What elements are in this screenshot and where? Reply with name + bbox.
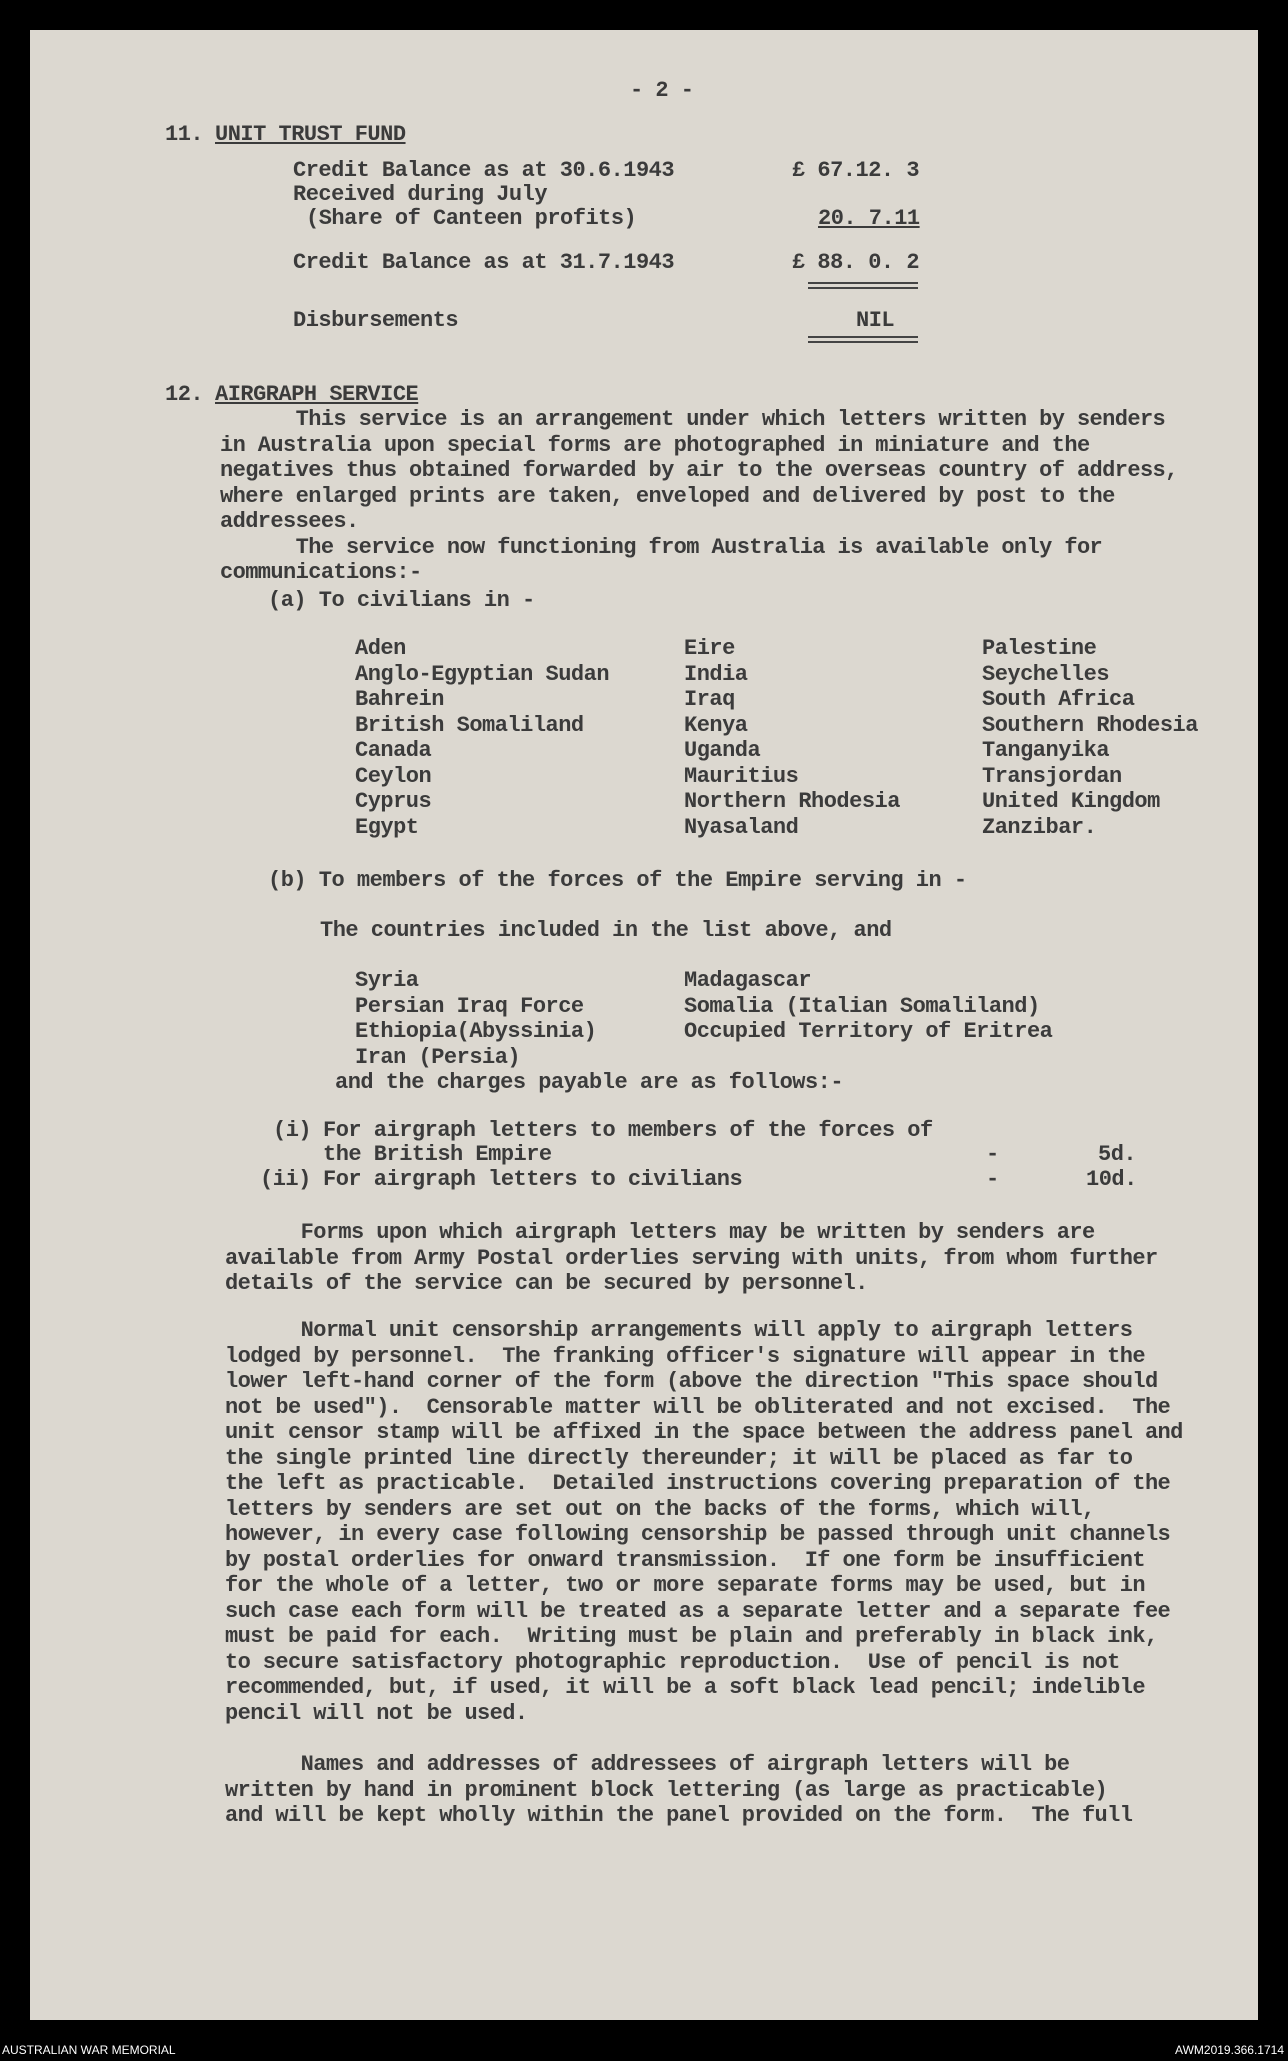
fund-line-label: (Share of Canteen profits) bbox=[306, 206, 637, 231]
charge-dash: - bbox=[986, 1142, 999, 1167]
country: South Africa bbox=[982, 687, 1135, 712]
fund-line-label: Credit Balance as at 30.6.1943 bbox=[293, 158, 675, 183]
country: British Somaliland bbox=[355, 712, 584, 738]
censorship-paragraph: Normal unit censorship arrangements will apply to airgraph letters lodged by personnel. The franking officer's signature will appear in the lower left-hand corner of the form (above the direction "This space should not be used"). Censorable matter will be obliterated and not excised. The unit censor stamp will be affixed in the space between the address panel and the single printed line directly thereunder; it will be placed as far to the left as practicable. Detailed instructions covering preparation of the letters by senders are set out on the backs of the forms, which will, however, in every case following censorship be passed through unit channels by postal orderlies for onward transmission. If one form be insufficient for the whole of a letter, two or more separate forms may be used, but in such case each form will be treated as a separate letter and a separate fee must be paid for each. Writing must be plain and preferably in black ink, to secure satisfactory photographic reproduction. Use of pencil is not recommended, but, if used, it will be a soft black lead pencil; indelible pencil will not be used. bbox=[225, 1318, 1183, 1726]
fund-line-amount: 20. 7.11 bbox=[818, 206, 920, 231]
country: Ceylon bbox=[355, 763, 432, 789]
country: Syria bbox=[355, 968, 419, 993]
forces-sub-label: The countries included in the list above, and bbox=[320, 918, 892, 943]
country: Eire bbox=[684, 636, 735, 661]
country: Zanzibar. bbox=[982, 814, 1097, 840]
country: Northern Rhodesia bbox=[684, 789, 900, 814]
section-11-number: 11. bbox=[165, 122, 204, 147]
charge-dash: - bbox=[986, 1167, 999, 1192]
fund-line-amount: £ 67.12. 3 bbox=[792, 158, 920, 183]
country: Egypt bbox=[355, 814, 419, 840]
footer-left: AUSTRALIAN WAR MEMORIAL bbox=[2, 2043, 176, 2057]
civilians-column-2 bbox=[684, 636, 900, 840]
country: Canada bbox=[355, 738, 432, 763]
country: Transjordan bbox=[982, 763, 1122, 789]
charge-text: the British Empire bbox=[323, 1142, 552, 1167]
section-12-number: 12. bbox=[165, 382, 204, 407]
country: Seychelles bbox=[982, 661, 1110, 687]
country: Kenya bbox=[684, 712, 748, 738]
country: Tanganyika bbox=[982, 738, 1110, 763]
section-12-heading: AIRGRAPH SERVICE bbox=[215, 382, 419, 407]
fund-line-amount: NIL bbox=[856, 308, 895, 333]
country: Nyasaland bbox=[684, 814, 799, 840]
fund-line-label: Received during July bbox=[293, 182, 548, 207]
country: Ethiopia(Abyssinia) bbox=[355, 1019, 597, 1044]
fund-line-label: Disbursements bbox=[293, 308, 459, 333]
page-number: - 2 - bbox=[630, 78, 694, 103]
charge-number: (i) bbox=[273, 1118, 312, 1143]
charge-price: 10d. bbox=[1086, 1167, 1137, 1192]
country: Madagascar bbox=[684, 968, 812, 993]
names-paragraph: Names and addresses of addressees of airgraph letters will be written by hand in prominent block lettering (as large as practicable) and will be kept wholly within the panel provided on the form. The full bbox=[225, 1752, 1133, 1828]
forces-label: (b) To members of the forces of the Empire serving in - bbox=[268, 868, 967, 893]
country: Cyprus bbox=[355, 789, 432, 814]
forces-column-1 bbox=[355, 968, 596, 1070]
country: Uganda bbox=[684, 738, 761, 763]
country: Iraq bbox=[684, 687, 735, 712]
section-11-heading: UNIT TRUST FUND bbox=[215, 122, 406, 147]
charges-intro: and the charges payable are as follows:- bbox=[335, 1070, 844, 1095]
country: Aden bbox=[355, 636, 406, 661]
civilians-column-1 bbox=[355, 636, 609, 840]
country: Palestine bbox=[982, 636, 1097, 661]
civilians-label: (a) To civilians in - bbox=[268, 588, 535, 613]
document-page bbox=[30, 30, 1258, 2020]
country: United Kingdom bbox=[982, 789, 1160, 814]
country: Bahrein bbox=[355, 687, 444, 712]
charge-number: (ii) bbox=[260, 1167, 311, 1192]
footer-right: AWM2019.366.1714 bbox=[1175, 2043, 1284, 2057]
civilians-column-3 bbox=[982, 636, 1198, 840]
country: Persian Iraq Force bbox=[355, 993, 584, 1019]
forces-column-2 bbox=[684, 968, 1052, 1045]
country: Southern Rhodesia bbox=[982, 712, 1198, 738]
charge-price: 5d. bbox=[1098, 1142, 1137, 1167]
fund-line-amount: £ 88. 0. 2 bbox=[792, 250, 920, 275]
country: Occupied Territory of Eritrea bbox=[684, 1019, 1053, 1044]
double-rule bbox=[808, 282, 918, 289]
charge-text: For airgraph letters to members of the forces of bbox=[323, 1118, 933, 1143]
fund-line-label: Credit Balance as at 31.7.1943 bbox=[293, 250, 675, 275]
country: Iran (Persia) bbox=[355, 1044, 521, 1070]
country: Anglo-Egyptian Sudan bbox=[355, 661, 610, 687]
forms-paragraph: Forms upon which airgraph letters may be written by senders are available from Army Postal orderlies serving with units, from whom further details of the service can be secured by personnel. bbox=[225, 1220, 1158, 1296]
country: Mauritius bbox=[684, 763, 799, 789]
airgraph-intro-paragraph: This service is an arrangement under which letters written by senders in Australia upon special forms are photographed in miniature and the negatives thus obtained forwarded by air to the overseas country of address, where enlarged prints are taken, enveloped and delivered by post to the addressees. The service now functioning from Australia is available only for communications:- bbox=[220, 407, 1178, 585]
charge-text: For airgraph letters to civilians bbox=[323, 1167, 743, 1192]
double-rule bbox=[808, 336, 918, 343]
country: Somalia (Italian Somaliland) bbox=[684, 993, 1040, 1019]
country: India bbox=[684, 661, 748, 687]
